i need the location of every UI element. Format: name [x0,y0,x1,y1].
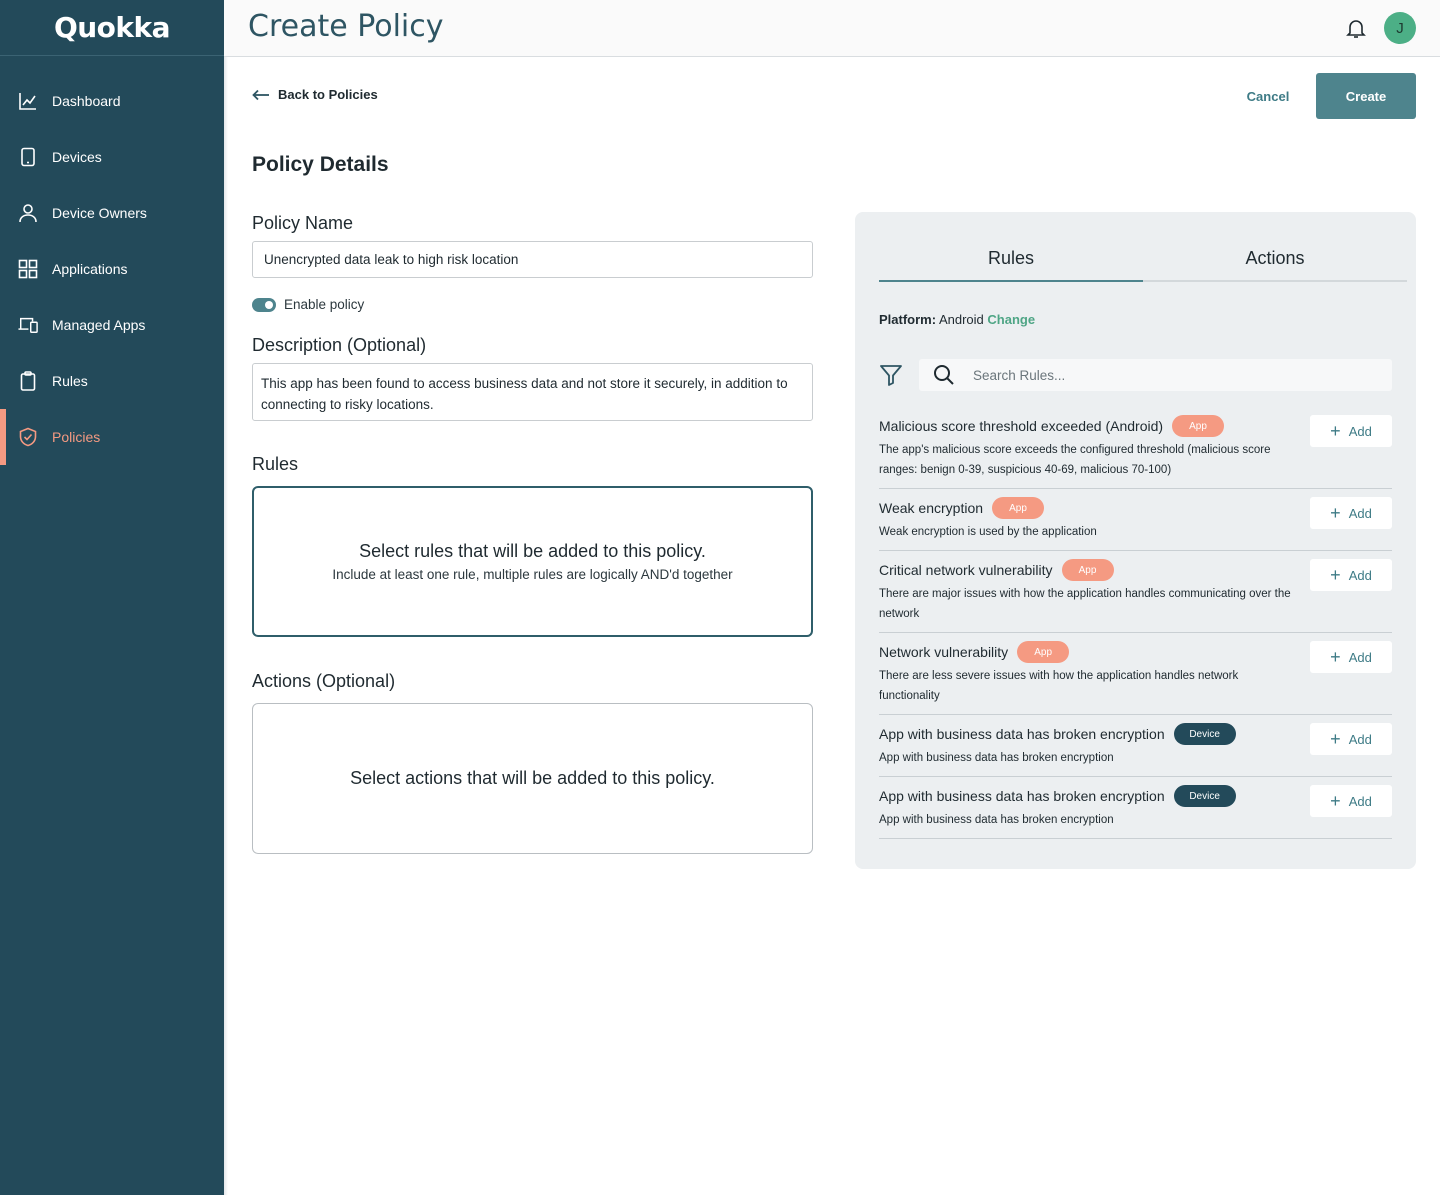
rule-item [879,633,1392,715]
back-link-label: Back to Policies [278,87,378,102]
rule-name: Network vulnerability [879,644,1009,660]
actions-dropzone[interactable] [252,703,813,854]
rule-type-badge: App [1017,641,1069,663]
enable-policy-row [252,297,364,312]
rule-item [879,407,1392,489]
sidebar [0,0,224,1195]
sidebar-item-label: Policies [52,429,101,445]
page-title: Create Policy [248,9,444,44]
panel-tabs [879,236,1407,282]
sidebar-item-dashboard[interactable] [0,73,224,129]
add-label: Add [1348,649,1372,665]
rule-type-badge: App [992,497,1044,519]
rule-type-badge: Device [1174,785,1236,807]
change-platform-link[interactable]: Change [987,312,1036,327]
rule-description: There are less severe issues with how the application handles network functionality [879,670,1239,702]
rule-name: Critical network vulnerability [879,562,1053,578]
actions-label: Actions (Optional) [252,671,396,691]
plus-icon: + [1330,729,1341,749]
rule-type-badge: Device [1174,723,1236,745]
search-box [919,359,1392,391]
rule-type-badge: App [1062,559,1114,581]
sidebar-item-policies[interactable] [0,409,224,465]
sidebar-item-label: Devices [52,149,102,165]
rules-actions-panel [855,212,1416,869]
sidebar-item-devices[interactable] [0,129,224,185]
sidebar-item-applications[interactable] [0,241,224,297]
add-rule-button[interactable] [1310,415,1392,447]
enable-policy-toggle[interactable] [252,298,276,312]
phone-icon [18,147,38,167]
add-rule-button[interactable] [1310,641,1392,673]
clipboard-icon [18,371,38,391]
tab-rules[interactable]: Rules [879,236,1143,282]
rule-type-badge: App [1172,415,1224,437]
platform-value: Android [938,312,984,327]
policy-name-label: Policy Name [252,213,354,233]
devices-icon [18,315,38,335]
cancel-button[interactable]: Cancel [1232,73,1304,119]
rule-list [879,407,1392,839]
actions-placeholder-title: Select actions that will be added to this policy. [350,768,715,788]
search-icon [933,364,955,391]
rule-item [879,715,1392,777]
rule-item [879,489,1392,551]
plus-icon: + [1330,647,1341,667]
bell-icon[interactable] [1344,16,1368,40]
sidebar-item-rules[interactable] [0,353,224,409]
plus-icon: + [1330,421,1341,441]
rule-name: Malicious score threshold exceeded (Android) [879,418,1164,434]
add-label: Add [1348,423,1372,439]
sidebar-item-label: Managed Apps [52,317,146,333]
platform-row [879,312,1035,327]
plus-icon: + [1330,565,1341,585]
rules-placeholder-title: Select rules that will be added to this policy. [359,541,706,561]
rules-label: Rules [252,454,299,474]
rule-description: The app's malicious score exceeds the configured threshold (malicious score ranges: benign 0-39, suspicious 40-69, malicious 70-100) [879,444,1271,476]
sidebar-item-device-owners[interactable] [0,185,224,241]
rule-name: App with business data has broken encryption [879,788,1165,804]
platform-label: Platform: [879,312,937,327]
rule-description: App with business data has broken encryption [879,814,1114,826]
brand-logo[interactable]: Quokka [0,0,224,56]
arrow-left-icon [252,89,270,101]
policy-name-input[interactable] [252,241,813,278]
add-label: Add [1348,567,1372,583]
description-label: Description (Optional) [252,335,427,355]
sidebar-nav [0,73,224,465]
grid-icon [18,259,38,279]
add-rule-button[interactable] [1310,559,1392,591]
back-to-policies-link[interactable] [252,87,378,102]
rule-name: Weak encryption [879,500,984,516]
person-icon [18,203,38,223]
rule-description: There are major issues with how the application handles communicating over the network [879,588,1291,620]
sidebar-item-label: Device Owners [52,205,147,221]
plus-icon: + [1330,503,1341,523]
rules-placeholder-subtitle: Include at least one rule, multiple rules are logically AND'd together [332,567,733,582]
shield-icon [18,427,38,447]
rule-description: App with business data has broken encryption [879,752,1114,764]
chart-line-icon [18,91,38,111]
sidebar-item-label: Dashboard [52,93,121,109]
filter-icon[interactable] [879,363,903,387]
add-rule-button[interactable] [1310,785,1392,817]
add-label: Add [1348,505,1372,521]
rule-name: App with business data has broken encryption [879,726,1165,742]
add-label: Add [1348,793,1372,809]
tab-actions[interactable]: Actions [1245,248,1305,268]
section-title: Policy Details [252,153,389,176]
search-rules-input[interactable] [973,359,1383,391]
create-button[interactable]: Create [1316,73,1416,119]
top-header [224,0,1440,57]
rule-description: Weak encryption is used by the application [879,526,1097,538]
sidebar-item-managed-apps[interactable] [0,297,224,353]
rules-dropzone[interactable] [252,486,813,637]
add-rule-button[interactable] [1310,497,1392,529]
description-field[interactable] [252,363,813,421]
add-rule-button[interactable] [1310,723,1392,755]
avatar[interactable]: J [1384,12,1416,44]
rule-item [879,777,1392,839]
add-label: Add [1348,731,1372,747]
rule-item [879,551,1392,633]
sidebar-item-label: Applications [52,261,128,277]
plus-icon: + [1330,791,1341,811]
enable-policy-label: Enable policy [284,297,365,312]
sidebar-item-label: Rules [52,373,88,389]
content-shadow [224,57,228,1195]
